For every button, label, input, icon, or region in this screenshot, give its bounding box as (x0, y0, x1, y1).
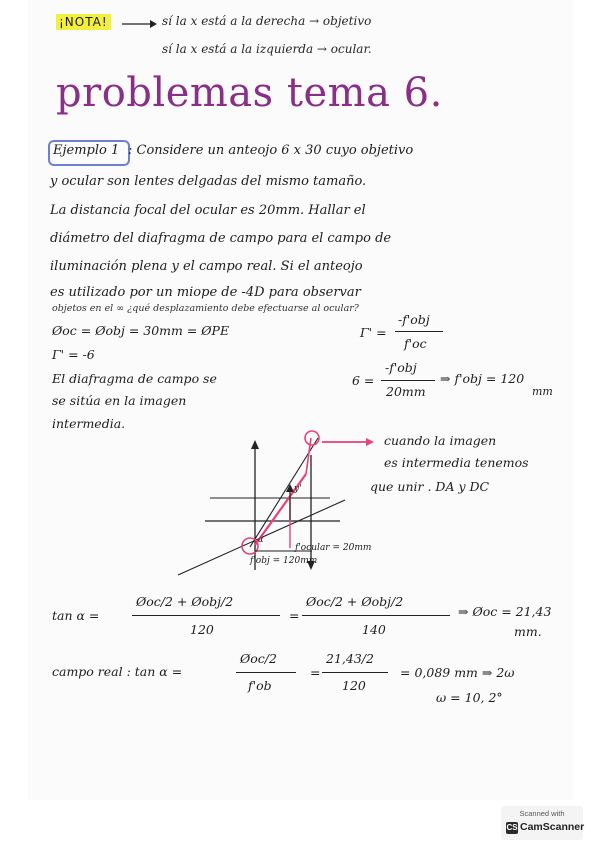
example-line-1: : Considere un anteojo 6 x 30 cuyo objetivo (128, 143, 414, 158)
tan-den-1: 120 (190, 622, 214, 637)
alpha-label: α (258, 535, 264, 544)
focal-ocular-label: f'ocular = 20mm (295, 543, 372, 553)
six-num: -f'obj (385, 360, 417, 375)
campo-fraction-bar-2 (322, 672, 388, 673)
example-line-2: y ocular son lentes delgadas del mismo tamaño. (50, 174, 367, 189)
tan-num-1: Øoc/2 + Øobj/2 (136, 594, 234, 609)
camscanner-badge (501, 806, 583, 840)
example-tag: Ejemplo 1 (53, 143, 120, 158)
focal-objective-label: f'obj = 120mm (250, 556, 318, 566)
six-result: ⇒ f'obj = 120 (440, 371, 525, 386)
example-line-6: es utilizado por un miope de -4D para observar (50, 285, 361, 300)
diagram-annotation-1: cuando la imagen (384, 433, 497, 448)
campo-den-2: 120 (342, 678, 366, 693)
example-line-5: iluminación plena y el campo real. Si el anteojo (50, 259, 363, 274)
gamma-formula-num: -f'obj (398, 312, 430, 327)
example-line-3: La distancia focal del ocular es 20mm. Hallar el (50, 203, 366, 218)
campo-result: = 0,089 mm ⇒ 2ω (400, 665, 515, 680)
note-line-2: sí la x está a la izquierda → ocular. (162, 42, 372, 56)
six-den: 20mm (386, 384, 426, 399)
campo-num-1: Øoc/2 (240, 651, 277, 666)
diameter-equation: Øoc = Øobj = 30mm = ØPE (52, 323, 230, 338)
gamma-formula-left: Γ' = (360, 325, 387, 340)
work-text-2: se sitúa en la imagen (52, 393, 187, 408)
tan-den-2: 140 (362, 622, 386, 637)
diagram-annotation-3: que unir . DA y DC (370, 479, 490, 494)
tan-fraction-bar-2 (302, 615, 450, 616)
tan-num-2: Øoc/2 + Øobj/2 (306, 594, 404, 609)
camscanner-logo-icon: CS (506, 823, 518, 832)
tan-equals: = (289, 608, 300, 623)
campo-den-1: f'ob (248, 678, 272, 693)
tan-unit: mm. (514, 624, 542, 639)
note-line-1: sí la x está a la derecha → objetivo (162, 14, 372, 28)
note-label: ¡NOTA! (56, 14, 111, 30)
page-title: problemas tema 6. (56, 70, 443, 116)
diagram-annotation-2: es intermedia tenemos (384, 455, 529, 470)
example-line-4: diámetro del diafragma de campo para el campo de (50, 231, 392, 246)
tan-eq-left: tan α = (52, 608, 100, 623)
work-text-3: intermedia. (52, 416, 126, 431)
campo-num-2: 21,43/2 (326, 651, 374, 666)
campo-fraction-bar-1 (236, 672, 296, 673)
scanned-with-label: Scanned with (519, 809, 565, 818)
six-eq-left: 6 = (352, 373, 375, 388)
work-text-1: El diafragma de campo se (52, 371, 217, 386)
six-unit: mm (532, 385, 553, 398)
gamma-value: Γ' = -6 (52, 347, 95, 362)
campo-equals: = (310, 665, 321, 680)
tan-fraction-bar-1 (132, 615, 280, 616)
example-small-line: objetos en el ∞ ¿qué desplazamiento debe efectuarse al ocular? (52, 303, 359, 314)
gamma-formula-den: f'oc (404, 336, 427, 351)
camscanner-name: CamScanner (520, 821, 585, 833)
y-prime-label: y' (294, 484, 302, 494)
omega-result: ω = 10, 2° (436, 690, 503, 705)
campo-left: campo real : tan α = (52, 664, 183, 679)
tan-result: ⇒ Øoc = 21,43 (458, 604, 552, 619)
